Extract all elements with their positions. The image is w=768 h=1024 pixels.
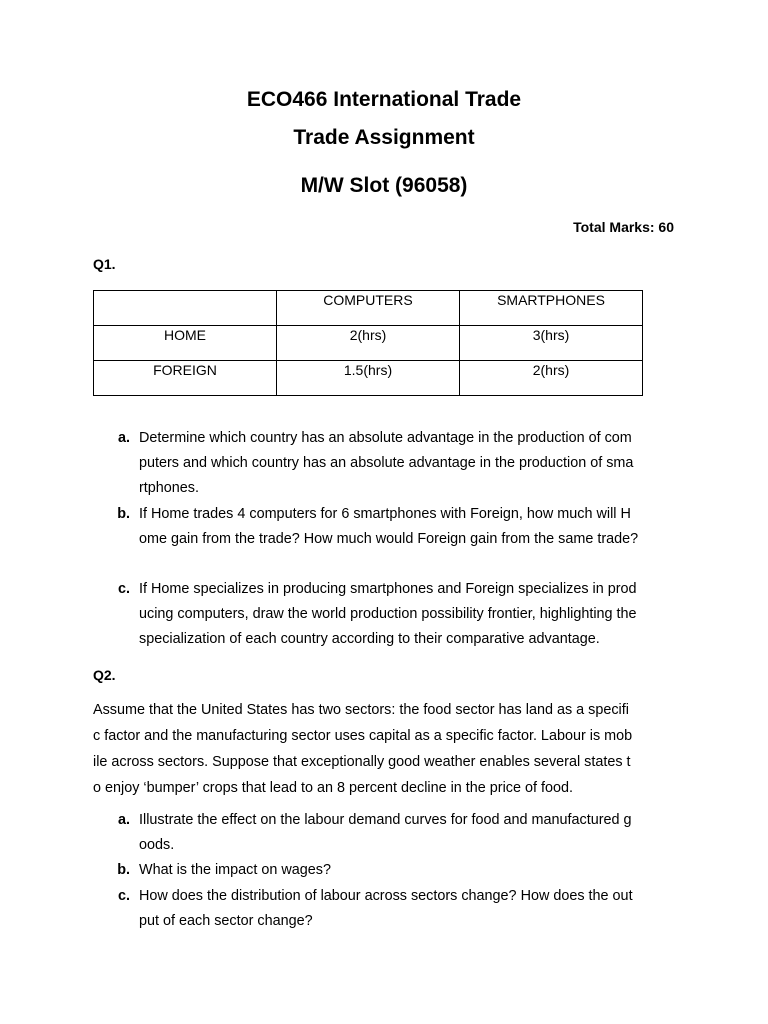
table-cell: HOME: [94, 326, 277, 361]
text-line: o enjoy ‘bumper’ crops that lead to an 8 percent decline in the price of food.: [93, 780, 573, 796]
list-marker: a.: [117, 430, 130, 446]
text-line: c factor and the manufacturing sector uses capital as a specific factor. Labour is mob: [93, 728, 633, 744]
list-marker: b.: [117, 506, 130, 522]
q1-item-a: [93, 426, 693, 501]
text-line: rtphones.: [139, 480, 200, 496]
table-header-cell: COMPUTERS: [277, 291, 460, 326]
text-line: Illustrate the effect on the labour demand curves for food and manufactured g: [139, 812, 632, 828]
table-cell: 1.5(hrs): [277, 361, 460, 396]
table-cell: 3(hrs): [460, 326, 643, 361]
assignment-title: Trade Assignment: [293, 126, 475, 149]
text-line: put of each sector change?: [139, 913, 313, 929]
text-line: Determine which country has an absolute advantage in the production of com: [139, 430, 632, 446]
table-cell: 2(hrs): [460, 361, 643, 396]
q1-item-b: [93, 502, 693, 552]
q2-item-c: [93, 884, 693, 934]
table-cell: 2(hrs): [277, 326, 460, 361]
table-header-cell: [94, 291, 277, 326]
text-line: What is the impact on wages?: [139, 862, 331, 878]
q2-paragraph: [93, 697, 678, 801]
text-line: ome gain from the trade? How much would Foreign gain from the same trade?: [139, 531, 639, 547]
text-line: specialization of each country according to their comparative advantage.: [139, 631, 600, 647]
total-marks: Total Marks: 60: [573, 219, 674, 235]
list-marker: a.: [117, 812, 130, 828]
q1-item-c: [93, 577, 693, 652]
table-header-cell: SMARTPHONES: [460, 291, 643, 326]
text-line: ile across sectors. Suppose that exceptionally good weather enables several states t: [93, 754, 631, 770]
text-line: ucing computers, draw the world production possibility frontier, highlighting the: [139, 606, 637, 622]
table-row: [94, 326, 643, 361]
text-line: If Home trades 4 computers for 6 smartphones with Foreign, how much will H: [139, 506, 631, 522]
text-line: If Home specializes in producing smartphones and Foreign specializes in prod: [139, 581, 637, 597]
list-marker: c.: [117, 888, 130, 904]
list-marker: c.: [117, 581, 130, 597]
table-cell: FOREIGN: [94, 361, 277, 396]
text-line: How does the distribution of labour across sectors change? How does the out: [139, 888, 633, 904]
table-header-row: [94, 291, 643, 326]
q2-item-b: [93, 858, 693, 883]
list-marker: b.: [117, 862, 130, 878]
q1-label: Q1.: [93, 256, 116, 272]
text-line: puters and which country has an absolute advantage in the production of sma: [139, 455, 634, 471]
production-table: [93, 290, 643, 396]
text-line: oods.: [139, 837, 175, 853]
course-title: ECO466 International Trade: [246, 88, 522, 111]
table-row: [94, 361, 643, 396]
q2-item-a: [93, 808, 693, 858]
slot-title: M/W Slot (96058): [300, 174, 468, 197]
q2-label: Q2.: [93, 667, 116, 683]
text-line: Assume that the United States has two sectors: the food sector has land as a specifi: [93, 702, 629, 718]
